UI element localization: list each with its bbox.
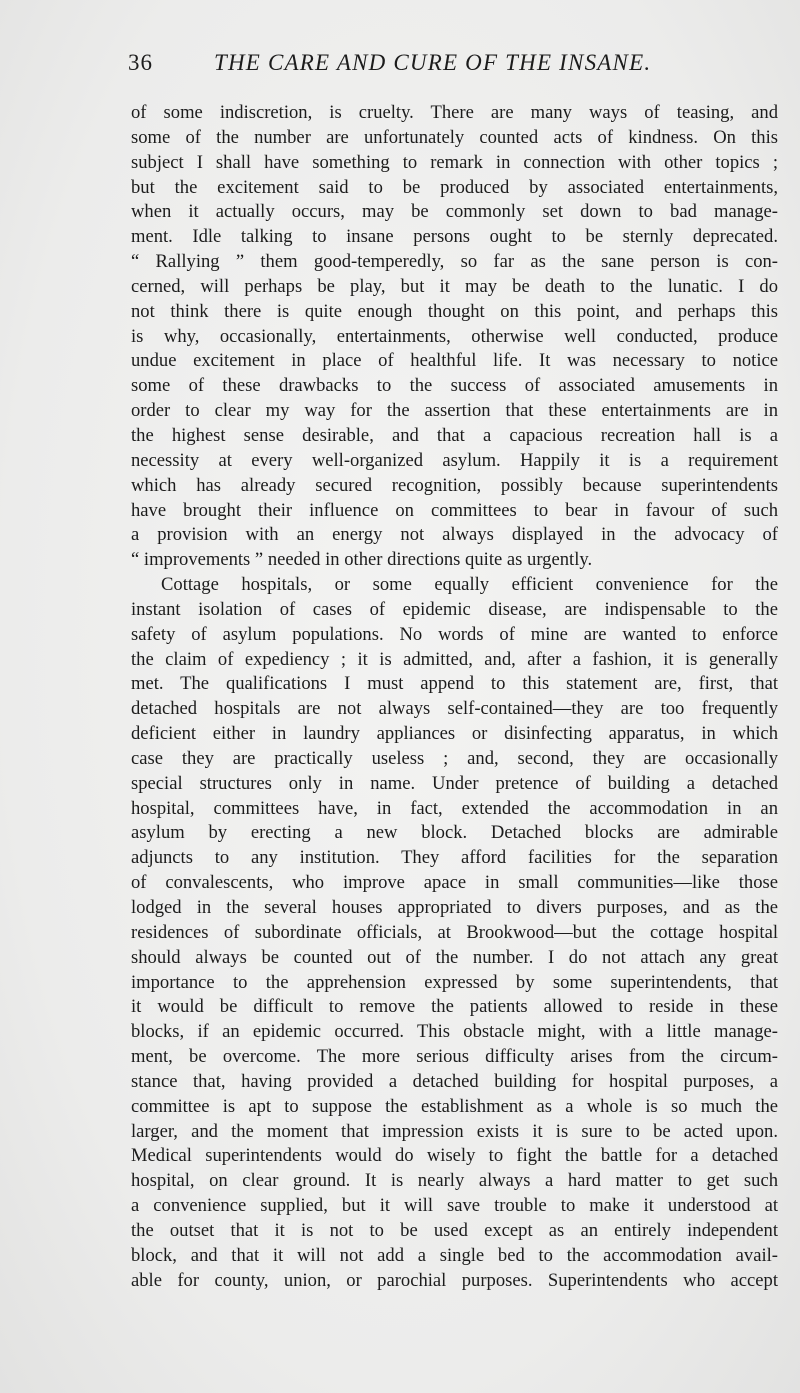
running-title: THE CARE AND CURE OF THE INSANE. [214, 50, 652, 75]
text-line: deficient either in laundry appliances or disinfecting apparatus, in which [131, 723, 778, 745]
text-line: a provision with an energy not always displayed in the advocacy of [131, 524, 778, 546]
text-line: special structures only in name. Under pretence of building a detached [131, 772, 778, 794]
text-line: the highest sense desirable, and that a capacious recreation hall is a [131, 424, 778, 446]
text-line: lodged in the several houses appropriated to divers purposes, and as the [131, 897, 778, 918]
text-line: met. The qualifications I must append to this statement are, first, that [131, 673, 778, 695]
text-line: “ Rallying ” them good-temperedly, so far as the sane person is con- [131, 251, 778, 273]
text-line: stance that, having provided a detached building for hospital purposes, a [131, 1070, 778, 1092]
text-line: safety of asylum populations. No words of mine are wanted to enforce [131, 623, 778, 645]
text-line: it would be difficult to remove the patients allowed to reside in these [131, 996, 778, 1018]
text-line: hospital, on clear ground. It is nearly always a hard matter to get such [131, 1170, 778, 1192]
text-line: larger, and the moment that impression exists it is sure to be acted upon. [131, 1120, 778, 1142]
text-line: undue excitement in place of healthful life. It was necessary to notice [131, 350, 778, 372]
text-line: Cottage hospitals, or some equally efficient convenience for the [161, 574, 778, 596]
text-line: committee is apt to suppose the establishment as a whole is so much the [131, 1095, 778, 1117]
paragraph [131, 101, 778, 573]
text-line: “ improvements ” needed in other directions quite as urgently. [131, 549, 593, 571]
text-line: asylum by erecting a new block. Detached blocks are admirable [131, 822, 778, 844]
text-line: the claim of expediency ; it is admitted, and, after a fashion, it is generally [131, 648, 778, 670]
body-text [131, 101, 778, 1294]
text-line: adjuncts to any institution. They afford facilities for the separation [131, 847, 778, 869]
text-line: not think there is quite enough thought on this point, and perhaps this [131, 300, 778, 322]
text-line: blocks, if an epidemic occurred. This obstacle might, with a little manage- [131, 1021, 778, 1043]
page-header [128, 48, 698, 82]
text-line: is why, occasionally, entertainments, otherwise well conducted, produce [131, 325, 778, 347]
text-line: a convenience supplied, but it will save trouble to make it understood at [131, 1195, 778, 1217]
text-line: should always be counted out of the number. I do not attach any great [131, 946, 778, 968]
text-line: detached hospitals are not always self-contained—they are too frequently [131, 698, 778, 720]
text-line: Medical superintendents would do wisely to fight the battle for a detached [131, 1145, 778, 1167]
text-line: subject I shall have something to remark in connection with other topics ; [131, 151, 778, 173]
text-line: which has already secured recognition, possibly because superintendents [131, 474, 778, 496]
text-line: have brought their influence on committees to bear in favour of such [131, 499, 778, 521]
text-line: instant isolation of cases of epidemic disease, are indispensable to the [131, 598, 778, 620]
text-line: block, and that it will not add a single bed to the accommodation avail- [131, 1244, 778, 1266]
text-line: necessity at every well-organized asylum. Happily it is a requirement [131, 449, 778, 471]
text-line: importance to the apprehension expressed by some superintendents, that [131, 971, 778, 993]
text-line: when it actually occurs, may be commonly set down to bad manage- [131, 201, 778, 223]
text-line: of convalescents, who improve apace in small communities—like those [131, 872, 778, 894]
paragraph [131, 573, 778, 1293]
text-line: some of the number are unfortunately counted acts of kindness. On this [131, 126, 778, 148]
text-line: of some indiscretion, is cruelty. There are many ways of teasing, and [131, 102, 778, 123]
text-line: ment. Idle talking to insane persons ought to be sternly deprecated. [131, 226, 778, 248]
text-line: able for county, union, or parochial purposes. Superintendents who accept [131, 1269, 778, 1291]
text-line: cerned, will perhaps be play, but it may be death to the lunatic. I do [131, 275, 778, 297]
text-line: some of these drawbacks to the success of associated amusements in [131, 375, 778, 397]
text-line: the outset that it is not to be used except as an entirely independent [131, 1219, 778, 1241]
text-line: hospital, committees have, in fact, extended the accommodation in an [131, 797, 778, 819]
text-line: but the excitement said to be produced by associated entertainments, [131, 176, 778, 198]
text-line: order to clear my way for the assertion that these entertainments are in [131, 400, 778, 422]
text-line: case they are practically useless ; and, second, they are occasionally [131, 747, 778, 769]
text-line: residences of subordinate officials, at Brookwood—but the cottage hospital [131, 921, 778, 943]
text-line: ment, be overcome. The more serious difficulty arises from the circum- [131, 1046, 778, 1068]
page-number: 36 [128, 50, 153, 75]
